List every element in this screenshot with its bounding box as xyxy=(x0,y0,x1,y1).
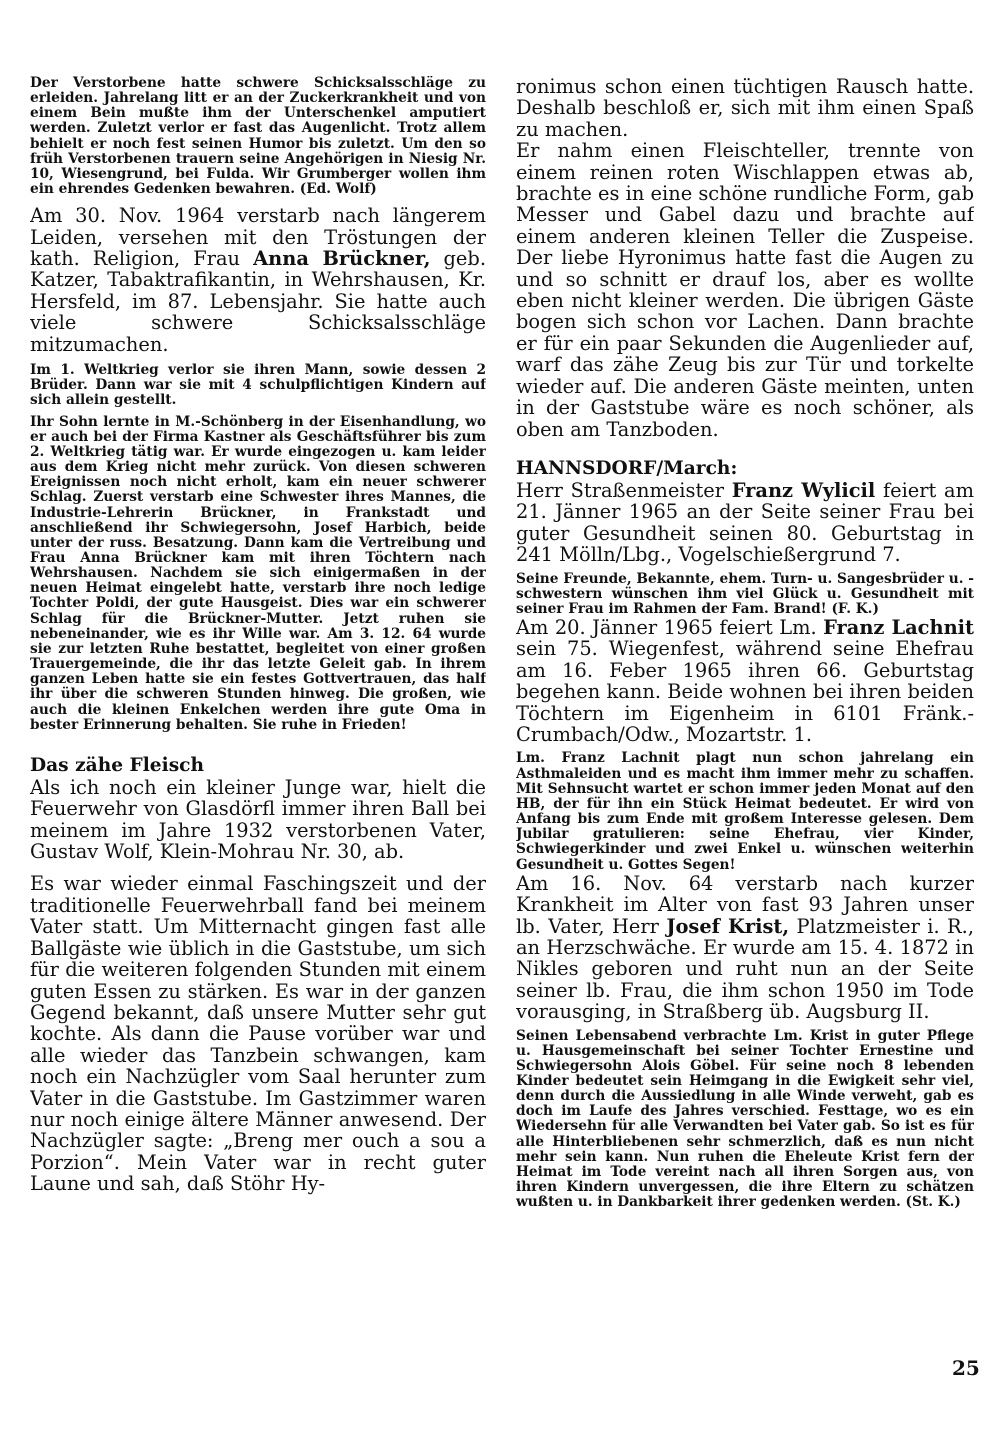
wylicil-greetings: Seine Freunde, Bekannte, ehem. Turn- u. Sangesbrüder u. -schwestern wünschen ihm viel Glück u. Gesundheit mit seiner Frau im Rahmen der Fam. Brand! (F. K.) xyxy=(516,570,974,617)
right-column xyxy=(516,76,974,1416)
wylicil-part2: feiert am 21. Jänner 1965 an der Seite seiner Frau bei guter Gesundheit seinen 80. Geburtstag in 241 Mölln/Lbg., Vogelschießergrund 7. xyxy=(516,478,974,567)
lachnit-announcement xyxy=(516,617,974,745)
story-continued-1: ronimus schon einen tüchtigen Rausch hatte. Deshalb beschloß er, sich mit ihm einen Spaß zu machen. xyxy=(516,76,974,141)
story-continued-2: Er nahm einen Fleischteller, trennte von einem reinen roten Wischlappen etwas ab, brachte es in eine schöne rundliche Form, gab Messer und Gabel dazu und brachte auf einem anderen kleinen Teller die Zuspeise. Der liebe Hyronimus hatte fast die Augen zu und so schnitt er drauf los, aber es wollte eben nicht kleiner werden. Die übrigen Gäste bogen sich schon vor Lachen. Dann brachte er für ein paar Sekunden die Augenlieder auf, warf das zähe Zeug bis zur Tür und torkelte wieder auf. Die anderen Gäste meinten, unten in der Gaststube wäre es noch schöner, als oben am Tanzboden. xyxy=(516,139,974,441)
brueckner-paragraph-1: Im 1. Weltkrieg verlor sie ihren Mann, sowie dessen 2 Brüder. Dann war sie mit 4 schulpflichtigen Kindern auf sich allein gestellt. xyxy=(30,362,486,409)
lachnit-part2: sein 75. Wiegenfest, während seine Ehefrau am 16. Feber 1965 ihren 66. Geburtstag begehen kann. Beide wohnen bei ihren beiden Töchtern im Eigenheim in 6101 Fränk.-Crumbach/Odw., Mozartstr. 1. xyxy=(516,637,974,747)
story-paragraph-1: Als ich noch ein kleiner Junge war, hielt die Feuerwehr von Glasdörfl immer ihren Ball bei meinem im Jahre 1932 verstorbenen Vater, Gustav Wolf, Klein-Mohrau Nr. 30, ab. xyxy=(30,775,486,864)
lachnit-part1: Am 20. Jänner 1965 feiert Lm. xyxy=(516,616,817,639)
story-paragraph-2: Es war wieder einmal Faschingszeit und der traditionelle Feuerwehrball fand bei meinem Vater statt. Um Mitternacht gingen fast alle Ballgäste wie üblich in die Gaststube, um sich für die weiteren folgenden Stunden mit einem guten Essen zu stärken. Es war in der ganzen Gegend bekannt, daß unsere Mutter sehr gut kochte. Als dann die Pause vorüber war und alle wieder das Tanzbein schwangen, kam noch ein Nachzügler vom Saal herunter zum Vater in die Gaststube. Im Gastzimmer waren nur noch einige ältere Männer anwesend. Der Nachzügler sagte: „Breng mer ouch a sou a Porzion“. Mein Vater war in recht guter Laune und sah, daß Stöhr Hy- xyxy=(30,872,486,1196)
brueckner-paragraph-2: Ihr Sohn lernte in M.-Schönberg in der Eisenhandlung, wo er auch bei der Firma Kastner als Geschäftsführer bis zum 2. Weltkrieg tätig war. Er wurde eingezogen u. kam leider aus dem Krieg nicht mehr zurück. Von diesen schweren Ereignissen noch nicht erholt, kam ein neuer schwerer Schlag. Zuerst verstarb eine Schwester ihres Mannes, die Industrie-Lehrerin Brückner, in Frankstadt und anschließend ihr Schwiegersohn, Josef Harbich, beide unter der russ. Besatzung. Dann kam die Vertreibung und Frau Anna Brückner kam mit ihren Töchtern nach Wehrshausen. Nachdem sie sich einigermaßen in der neuen Heimat eingelebt hatte, verstarb ihre noch ledige Tochter Poldi, der gute Hausgeist. Dies war ein schwerer Schlag für die Brückner-Mutter. Jetzt ruhen sie nebeneinander, wie es ihr Wille war. Am 3. 12. 64 wurde sie zur letzten Ruhe bestattet, begleitet von einer großen Trauergemeinde, die ihr das letzte Geleit gab. In ihrem ganzen Leben hatte sie ein festes Gottvertrauen, das half ihr über die schweren Stunden hinweg. Die großen, wie auch die kleinen Enkelchen werden ihre gute Oma in bester Erinnerung behalten. Sie ruhe in Frieden! xyxy=(30,413,486,733)
brueckner-intro-part1: Am 30. Nov. 1964 verstarb nach längerem Leiden, versehen mit den Tröstungen der kath. Religion, Frau xyxy=(30,204,486,271)
page-number: 25 xyxy=(952,1356,980,1380)
story-title: Das zähe Fleisch xyxy=(30,754,205,776)
krist-obituary xyxy=(516,873,974,1023)
krist-part2: Platzmeister i. R., an Herzschwäche. Er wurde am 15. 4. 1872 in Nikles geboren und ruht nun an der Seite seiner lb. Frau, die ihm schon 1950 im Tode vorausging, in Straßberg üb. Augsburg II. xyxy=(516,914,974,1024)
left-column xyxy=(30,76,486,1376)
wylicil-part1: Herr Straßenmeister xyxy=(516,478,725,502)
krist-name: Josef Krist, xyxy=(666,914,790,938)
brueckner-name: Anna Brückner, xyxy=(253,247,431,271)
lachnit-greetings: Lm. Franz Lachnit plagt nun schon jahrelang ein Asthmaleiden und es macht ihm immer mehr zu schaffen. Mit Sehnsucht wartet er schon immer jeden Monat auf den HB, der für ihn ein Stück Heimat bedeutet. Er wird von Anfang bis zum Ende mit großem Interesse gelesen. Dem Jubilar gratulieren: seine Ehefrau, vier Kinder, Schwiegerkinder und zwei Enkel u. wünschen weiterhin Gesundheit u. Gottes Segen! xyxy=(516,750,974,873)
obituary-wolf-text: Der Verstorbene hatte schwere Schicksalsschläge zu erleiden. Jahrelang litt er an der Zuckerkrankheit und von einem Bein mußte ihm der Unterschenkel amputiert werden. Zuletzt verlor er fast das Augenlicht. Trotz allem behielt er noch fest seinen Humor bis zuletzt. Um den so früh Verstorbenen trauern seine Angehörigen in Niesig Nr. 10, Wiesengrund, bei Fulda. Wir Grumberger wollen ihm ein ehrendes Gedenken bewahren. (Ed. Wolf) xyxy=(30,76,486,198)
krist-part1: Am 16. Nov. 64 verstarb nach kurzer Krankheit im Alter von fast 93 Jahren unser lb. Vater, Herr xyxy=(516,871,974,938)
lachnit-name: Franz Lachnit xyxy=(823,616,974,639)
brueckner-intro-part2: geb. Katzer, Tabaktrafikantin, in Wehrshausen, Kr. Hersfeld, im 87. Lebensjahr. Sie hatte auch viele schwere Schicksalsschläge mitzumachen. xyxy=(30,247,486,356)
wylicil-announcement xyxy=(516,480,974,566)
krist-details: Seinen Lebensabend verbrachte Lm. Krist in guter Pflege u. Hausgemeinschaft bei seiner Tochter Ernestine und Schwiegersohn Alois Göbel. Für seine noch 8 lebenden Kinder bedeutet sein Heimgang in die Ewigkeit sehr viel, denn durch die Aussiedlung in alle Winde verweht, gab es doch im Laufe des Jahres verschied. Festtage, wo es ein Wiedersehn für alle Verwandten bei Vater gab. So ist es für alle Hinterbliebenen sehr schmerzlich, daß es nun nicht mehr sein kann. Nun ruhen die Eheleute Krist fern der Heimat im Tode vereint nach all ihren Sorgen aus, von ihren Kindern unvergessen, die ihre Eltern zu schätzen wußten u. in Dankbarkeit ihrer gedenken werden. (St. K.) xyxy=(516,1027,974,1211)
wylicil-name: Franz Wylicil xyxy=(731,478,876,502)
obituary-brueckner-intro xyxy=(30,205,486,355)
section-title-hannsdorf: HANNSDORF/March: xyxy=(516,457,738,479)
